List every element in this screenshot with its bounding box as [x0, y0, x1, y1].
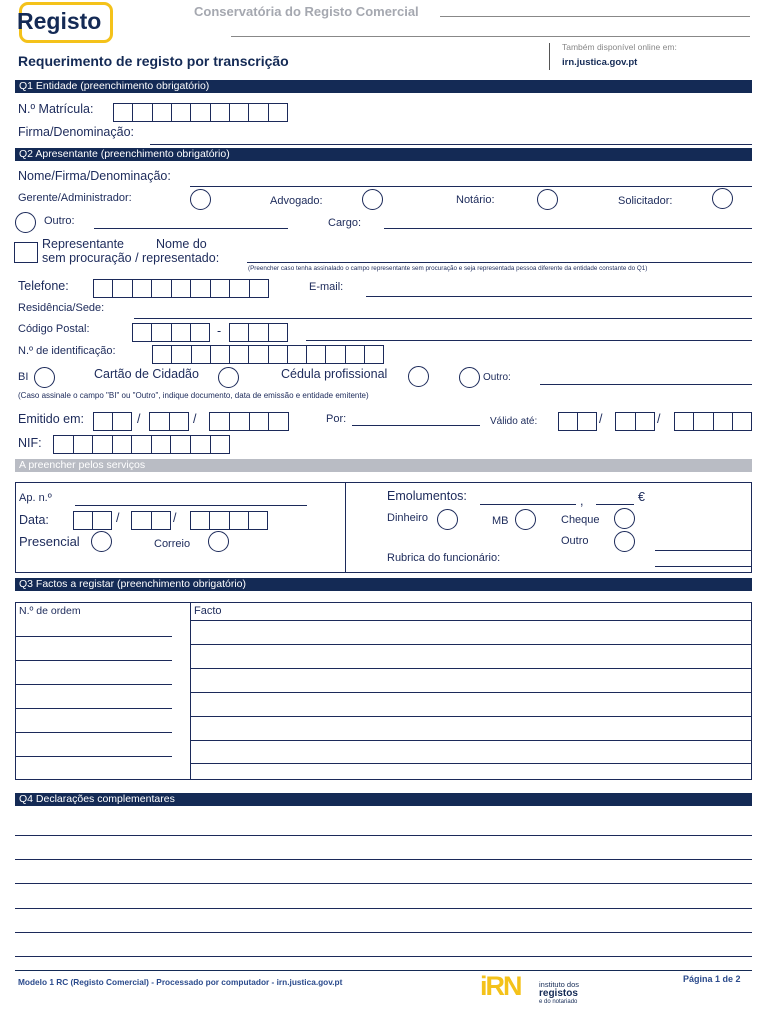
outro-pagamento-radio[interactable]: [614, 531, 635, 552]
form-title: Requerimento de registo por transcrição: [18, 53, 289, 69]
q3-facto-input[interactable]: [190, 692, 752, 693]
online-divider: [549, 43, 550, 70]
telefone-label: Telefone:: [18, 279, 69, 293]
notario-label: Notário:: [456, 194, 495, 206]
correio-radio[interactable]: [208, 531, 229, 552]
representante-checkbox[interactable]: [14, 242, 38, 263]
footer-model-text: Modelo 1 RC (Registo Comercial) - Processado por computador - irn.justica.gov.pt: [18, 977, 343, 987]
emolumentos-comma: ,: [580, 494, 584, 508]
rubrica-line-1[interactable]: [655, 550, 752, 551]
presencial-radio[interactable]: [91, 531, 112, 552]
q3-ordem-input[interactable]: [15, 708, 172, 709]
data-mes-boxes[interactable]: [131, 511, 171, 530]
codigo-postal-dash: -: [217, 324, 222, 338]
irn-logo: iRN: [480, 971, 521, 1001]
valido-ano-boxes[interactable]: [674, 412, 752, 431]
q4-declaration-line[interactable]: [15, 859, 752, 860]
firma-label: Firma/Denominação:: [18, 125, 135, 139]
telefone-boxes[interactable]: [93, 279, 269, 298]
ap-label: Ap. n.º: [19, 492, 52, 504]
valido-slash-2: /: [657, 412, 661, 426]
residencia-input[interactable]: [134, 318, 752, 319]
cedula-radio[interactable]: [408, 366, 429, 387]
q3-facto-input[interactable]: [190, 763, 752, 764]
advogado-label: Advogado:: [270, 195, 323, 207]
cedula-label: Cédula profissional: [281, 367, 388, 381]
data-slash-2: /: [173, 511, 177, 525]
footer-rule: [15, 970, 752, 971]
emitido-slash-1: /: [137, 412, 141, 426]
mb-radio[interactable]: [515, 509, 536, 530]
nif-label: NIF:: [18, 436, 42, 450]
q3-facto-input[interactable]: [190, 644, 752, 645]
data-ano-boxes[interactable]: [190, 511, 268, 530]
doc-note: (Caso assinale o campo "BI" ou "Outro", indique documento, data de emissão e entidade emitente): [18, 391, 369, 400]
dinheiro-radio[interactable]: [437, 509, 458, 530]
q3-ordem-input[interactable]: [15, 636, 172, 637]
email-label: E-mail:: [309, 281, 344, 293]
codigo-postal-boxes-2[interactable]: [229, 323, 288, 342]
institution-name: Conservatória do Registo Comercial: [194, 4, 419, 19]
outro-pagamento-label: Outro: [561, 535, 589, 547]
codigo-postal-label: Código Postal:: [18, 323, 90, 335]
q3-ordem-input[interactable]: [15, 660, 172, 661]
correio-label: Correio: [154, 538, 191, 550]
cartao-label: Cartão de Cidadão: [94, 367, 199, 381]
q4-header: Q4 Declarações complementares: [15, 793, 752, 806]
q3-facto-input[interactable]: [190, 740, 752, 741]
bi-radio[interactable]: [34, 367, 55, 388]
emitido-slash-2: /: [193, 412, 197, 426]
q4-declaration-line[interactable]: [15, 835, 752, 836]
q3-facto-input[interactable]: [190, 668, 752, 669]
irn-logo-line-1: instituto dos: [539, 980, 580, 989]
data-label: Data:: [19, 513, 49, 527]
q4-declaration-line[interactable]: [15, 956, 752, 957]
por-input[interactable]: [352, 425, 480, 426]
firma-input[interactable]: [150, 144, 752, 145]
q1-header: Q1 Entidade (preenchimento obrigatório): [15, 80, 752, 93]
q2-header: Q2 Apresentante (preenchimento obrigatório): [15, 148, 752, 161]
q4-declaration-line[interactable]: [15, 932, 752, 933]
solicitador-label: Solicitador:: [618, 195, 673, 207]
outro-input[interactable]: [94, 228, 288, 229]
rubrica-label: Rubrica do funcionário:: [387, 552, 501, 564]
outro-doc-label: Outro:: [483, 372, 511, 383]
representante-label-1: Representante: [42, 237, 125, 251]
mb-label: MB: [492, 515, 509, 527]
euro-sign: €: [638, 490, 645, 504]
dinheiro-label: Dinheiro: [387, 512, 428, 524]
outro-doc-input[interactable]: [540, 384, 752, 385]
online-label: Também disponível online em:: [562, 42, 677, 52]
q3-facto-input[interactable]: [190, 716, 752, 717]
emolumentos-input[interactable]: [480, 504, 576, 505]
data-dia-boxes[interactable]: [73, 511, 112, 530]
cargo-input[interactable]: [384, 228, 752, 229]
emitido-ano-boxes[interactable]: [209, 412, 289, 431]
bi-label: BI: [18, 371, 29, 383]
valido-mes-boxes[interactable]: [615, 412, 655, 431]
q3-facto-input[interactable]: [190, 620, 752, 621]
valido-dia-boxes[interactable]: [558, 412, 597, 431]
emitido-label: Emitido em:: [18, 412, 84, 426]
representante-nome-input[interactable]: [247, 262, 752, 263]
cheque-radio[interactable]: [614, 508, 635, 529]
representante-label-2: sem procuração / representado:: [42, 251, 220, 265]
valido-slash-1: /: [599, 412, 603, 426]
q3-ordem-input[interactable]: [15, 732, 172, 733]
localidade-input[interactable]: [306, 340, 752, 341]
matricula-boxes[interactable]: [113, 103, 288, 122]
nome-input[interactable]: [190, 186, 752, 187]
residencia-label: Residência/Sede:: [18, 302, 105, 314]
q3-table: [15, 602, 752, 780]
q3-col-ordem: N.º de ordem: [19, 605, 81, 617]
irn-logo-line-2: registos: [539, 988, 578, 999]
q3-ordem-input[interactable]: [15, 779, 172, 780]
solicitador-radio[interactable]: [712, 188, 733, 209]
outro-doc-radio[interactable]: [459, 367, 480, 388]
emolumentos-cents-input[interactable]: [596, 504, 634, 505]
rubrica-line-2[interactable]: [655, 566, 752, 567]
online-url[interactable]: irn.justica.gov.pt: [562, 57, 638, 68]
gerente-label: Gerente/Administrador:: [18, 192, 132, 204]
q3-ordem-input[interactable]: [15, 684, 172, 685]
q3-ordem-input[interactable]: [15, 756, 172, 757]
q4-declaration-line[interactable]: [15, 908, 752, 909]
cargo-label: Cargo:: [328, 217, 362, 229]
matricula-label: N.º Matrícula:: [18, 102, 94, 116]
representante-note: (Preencher caso tenha assinalado o campo representante sem procuração e seja representada pessoa diferente da entidade constante do Q1): [248, 265, 648, 272]
identificacao-boxes[interactable]: [152, 345, 384, 364]
emitido-mes-boxes[interactable]: [149, 412, 189, 431]
valido-label: Válido até:: [490, 416, 538, 427]
emitido-dia-boxes[interactable]: [93, 412, 132, 431]
cartao-radio[interactable]: [218, 367, 239, 388]
por-label: Por:: [326, 413, 347, 425]
q3-column-divider: [190, 602, 191, 780]
servicos-divider: [345, 482, 346, 573]
identificacao-label: N.º de identificação:: [18, 345, 116, 357]
q4-declaration-line[interactable]: [15, 883, 752, 884]
advogado-radio[interactable]: [362, 189, 383, 210]
nif-boxes[interactable]: [53, 435, 230, 454]
nome-do-label: Nome do: [156, 237, 207, 251]
codigo-postal-boxes-1[interactable]: [132, 323, 210, 342]
data-slash-1: /: [116, 511, 120, 525]
nome-label: Nome/Firma/Denominação:: [18, 169, 171, 183]
institution-line-1[interactable]: [440, 16, 750, 17]
outro-radio[interactable]: [15, 212, 36, 233]
q3-header: Q3 Factos a registar (preenchimento obrigatório): [15, 578, 752, 591]
registo-logo-text: Registo: [17, 8, 102, 34]
q3-col-facto: Facto: [194, 605, 222, 617]
gerente-radio[interactable]: [190, 189, 211, 210]
institution-line-2[interactable]: [231, 36, 750, 37]
ap-input[interactable]: [75, 505, 307, 506]
servicos-header: A preencher pelos serviços: [15, 459, 752, 472]
email-input[interactable]: [366, 296, 752, 297]
notario-radio[interactable]: [537, 189, 558, 210]
cheque-label: Cheque: [561, 514, 600, 526]
footer-page-text: Página 1 de 2: [683, 974, 741, 984]
presencial-label: Presencial: [19, 534, 80, 549]
emolumentos-label: Emolumentos:: [387, 489, 467, 503]
outro-label: Outro:: [44, 215, 75, 227]
irn-logo-line-3: e do notariado: [539, 999, 578, 1005]
